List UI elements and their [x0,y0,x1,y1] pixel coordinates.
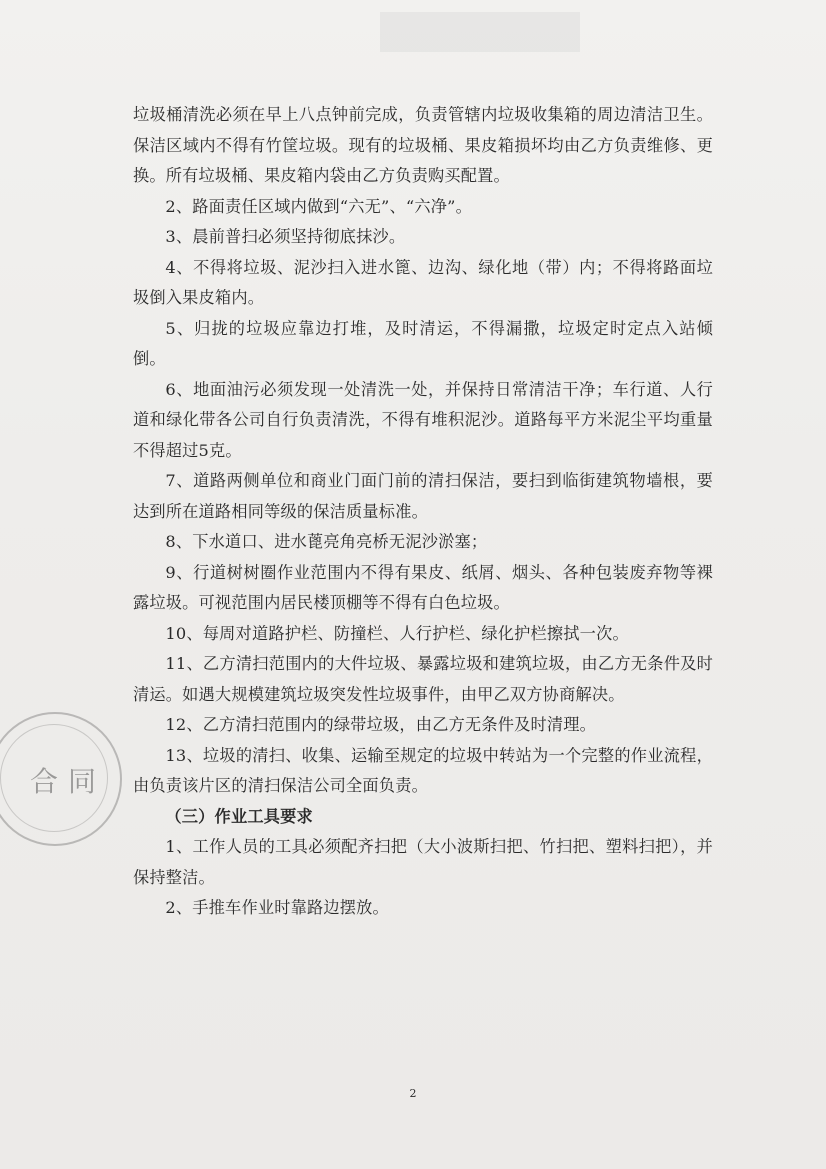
section-heading: （三）作业工具要求 [165,806,313,826]
paragraph: 7、道路两侧单位和商业门面门前的清扫保洁，要扫到临街建筑物墙根，要达到所在道路相同等级的保洁质量标准。 [133,471,713,521]
page-number: 2 [409,1087,417,1100]
paragraph: 1、工作人员的工具必须配齐扫把（大小波斯扫把、竹扫把、塑料扫把），并保持整洁。 [133,837,713,887]
paragraph: 4、不得将垃圾、泥沙扫入进水篦、边沟、绿化地（带）内；不得将路面垃圾倒入果皮箱内。 [133,257,713,307]
paragraph: 垃圾桶清洗必须在早上八点钟前完成，负责管辖内垃圾收集箱的周边清洁卫生。保洁区域内不得有竹筐垃圾。现有的垃圾桶、果皮箱损坏均由乙方负责维修、更换。所有垃圾桶、果皮箱内袋由乙方负责购买配置。 [133,105,713,185]
paragraph: 12、乙方清扫范围内的绿带垃圾，由乙方无条件及时清理。 [165,715,597,734]
contract-seal [0,712,122,846]
paragraph: 11、乙方清扫范围内的大件垃圾、暴露垃圾和建筑垃圾，由乙方无条件及时清运。如遇大规模建筑垃圾突发性垃圾事件，由甲乙双方协商解决。 [133,654,713,704]
seal-text: 合同 [30,765,107,798]
paragraph: 2、手推车作业时靠路边摆放。 [165,898,389,917]
paragraph: 8、下水道口、进水蓖亮角亮桥无泥沙淤塞； [165,532,488,551]
paragraph: 10、每周对道路护栏、防撞栏、人行护栏、绿化护栏擦拭一次。 [165,623,629,643]
paragraph: 6、地面油污必须发现一处清洗一处，并保持日常清洁干净；车行道、人行道和绿化带各公司自行负责清洗，不得有堆积泥沙。道路每平方米泥尘平均重量不得超过5克。 [133,379,713,460]
paragraph: 9、行道树树圈作业范围内不得有果皮、纸屑、烟头、各种包装废弃物等裸露垃圾。可视范围内居民楼顶棚等不得有白色垃圾。 [133,562,713,612]
body-text [133,100,713,924]
paragraph: 13、垃圾的清扫、收集、运输至规定的垃圾中转站为一个完整的作业流程，由负责该片区的清扫保洁公司全面负责。 [133,745,713,795]
paragraph: 5、归拢的垃圾应靠边打堆，及时清运，不得漏撒，垃圾定时定点入站倾倒。 [133,318,713,368]
paragraph: 3、晨前普扫必须坚持彻底抹沙。 [165,227,406,246]
paragraph: 2、路面责任区域内做到“六无”、“六净”。 [165,196,472,216]
scan-artifact [380,12,580,52]
